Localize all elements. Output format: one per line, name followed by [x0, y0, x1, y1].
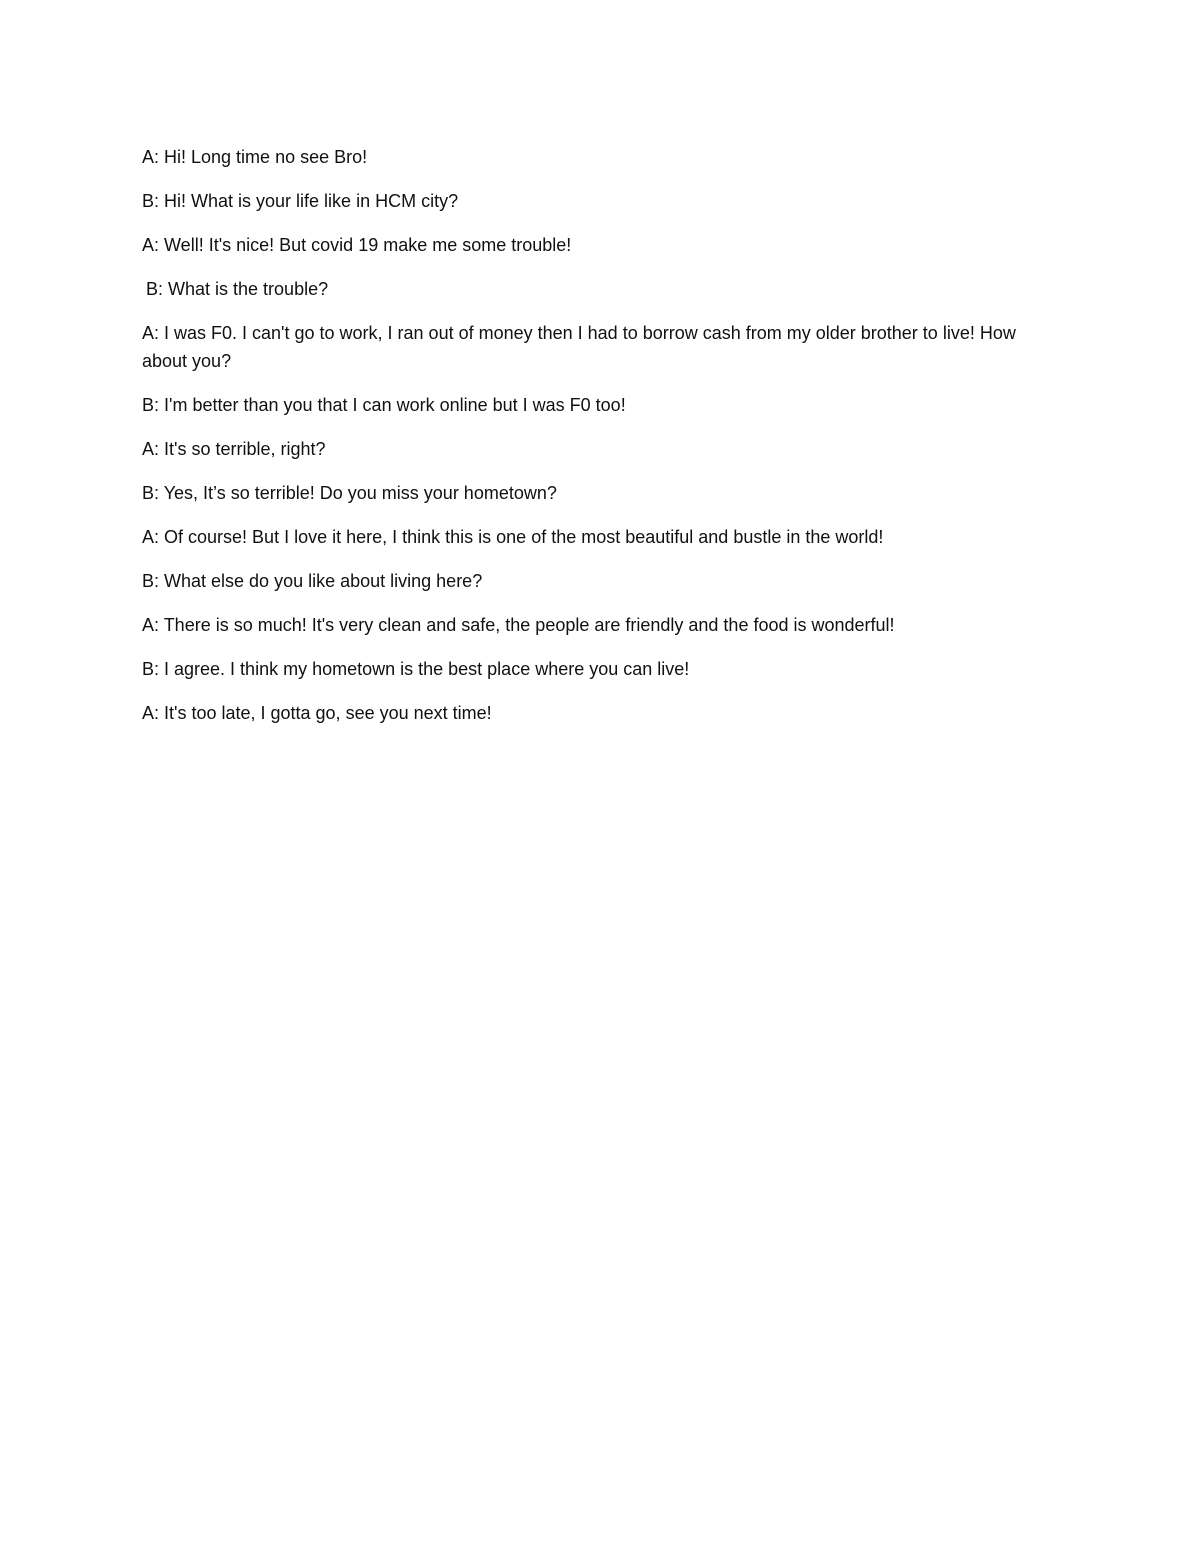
line-text: There is so much! It's very clean and safe, the people are friendly and the food is wonderful!	[159, 615, 895, 635]
dialogue-line	[142, 319, 1042, 375]
line-text: It's too late, I gotta go, see you next time!	[159, 703, 492, 723]
dialogue-line	[142, 567, 1042, 595]
line-text: Of course! But I love it here, I think this is one of the most beautiful and bustle in the world!	[159, 527, 884, 547]
speaker-label: A:	[142, 527, 160, 547]
dialogue-line	[142, 479, 1042, 507]
line-text: Hi! Long time no see Bro!	[159, 147, 368, 167]
speaker-label: A:	[142, 439, 160, 459]
dialogue-line	[142, 391, 1042, 419]
dialogue	[142, 143, 1042, 743]
speaker-label: A:	[142, 147, 160, 167]
dialogue-line	[142, 275, 1042, 303]
speaker-label: B:	[142, 395, 160, 415]
dialogue-line	[142, 187, 1042, 215]
line-text: What is the trouble?	[163, 279, 329, 299]
dialogue-line	[142, 523, 1042, 551]
dialogue-line	[142, 231, 1042, 259]
speaker-label: B:	[146, 279, 164, 299]
speaker-label: B:	[142, 483, 160, 503]
speaker-label: B:	[142, 659, 160, 679]
line-text: What else do you like about living here?	[159, 571, 483, 591]
speaker-label: A:	[142, 703, 160, 723]
line-text: Hi! What is your life like in HCM city?	[159, 191, 459, 211]
line-text: I was F0. I can't go to work, I ran out of money then I had to borrow cash from my older brother to live! How about you?	[142, 323, 1016, 371]
speaker-label: B:	[142, 571, 160, 591]
line-text: Yes, It’s so terrible! Do you miss your hometown?	[159, 483, 557, 503]
dialogue-line	[142, 655, 1042, 683]
line-text: I agree. I think my hometown is the best place where you can live!	[159, 659, 690, 679]
dialogue-line	[142, 143, 1042, 171]
line-text: Well! It's nice! But covid 19 make me some trouble!	[159, 235, 572, 255]
speaker-label: A:	[142, 235, 160, 255]
dialogue-line	[142, 611, 1042, 639]
line-text: I'm better than you that I can work online but I was F0 too!	[159, 395, 626, 415]
speaker-label: B:	[142, 191, 160, 211]
speaker-label: A:	[142, 615, 160, 635]
line-text: It's so terrible, right?	[159, 439, 326, 459]
dialogue-line	[142, 435, 1042, 463]
dialogue-line	[142, 699, 1042, 727]
speaker-label: A:	[142, 323, 160, 343]
